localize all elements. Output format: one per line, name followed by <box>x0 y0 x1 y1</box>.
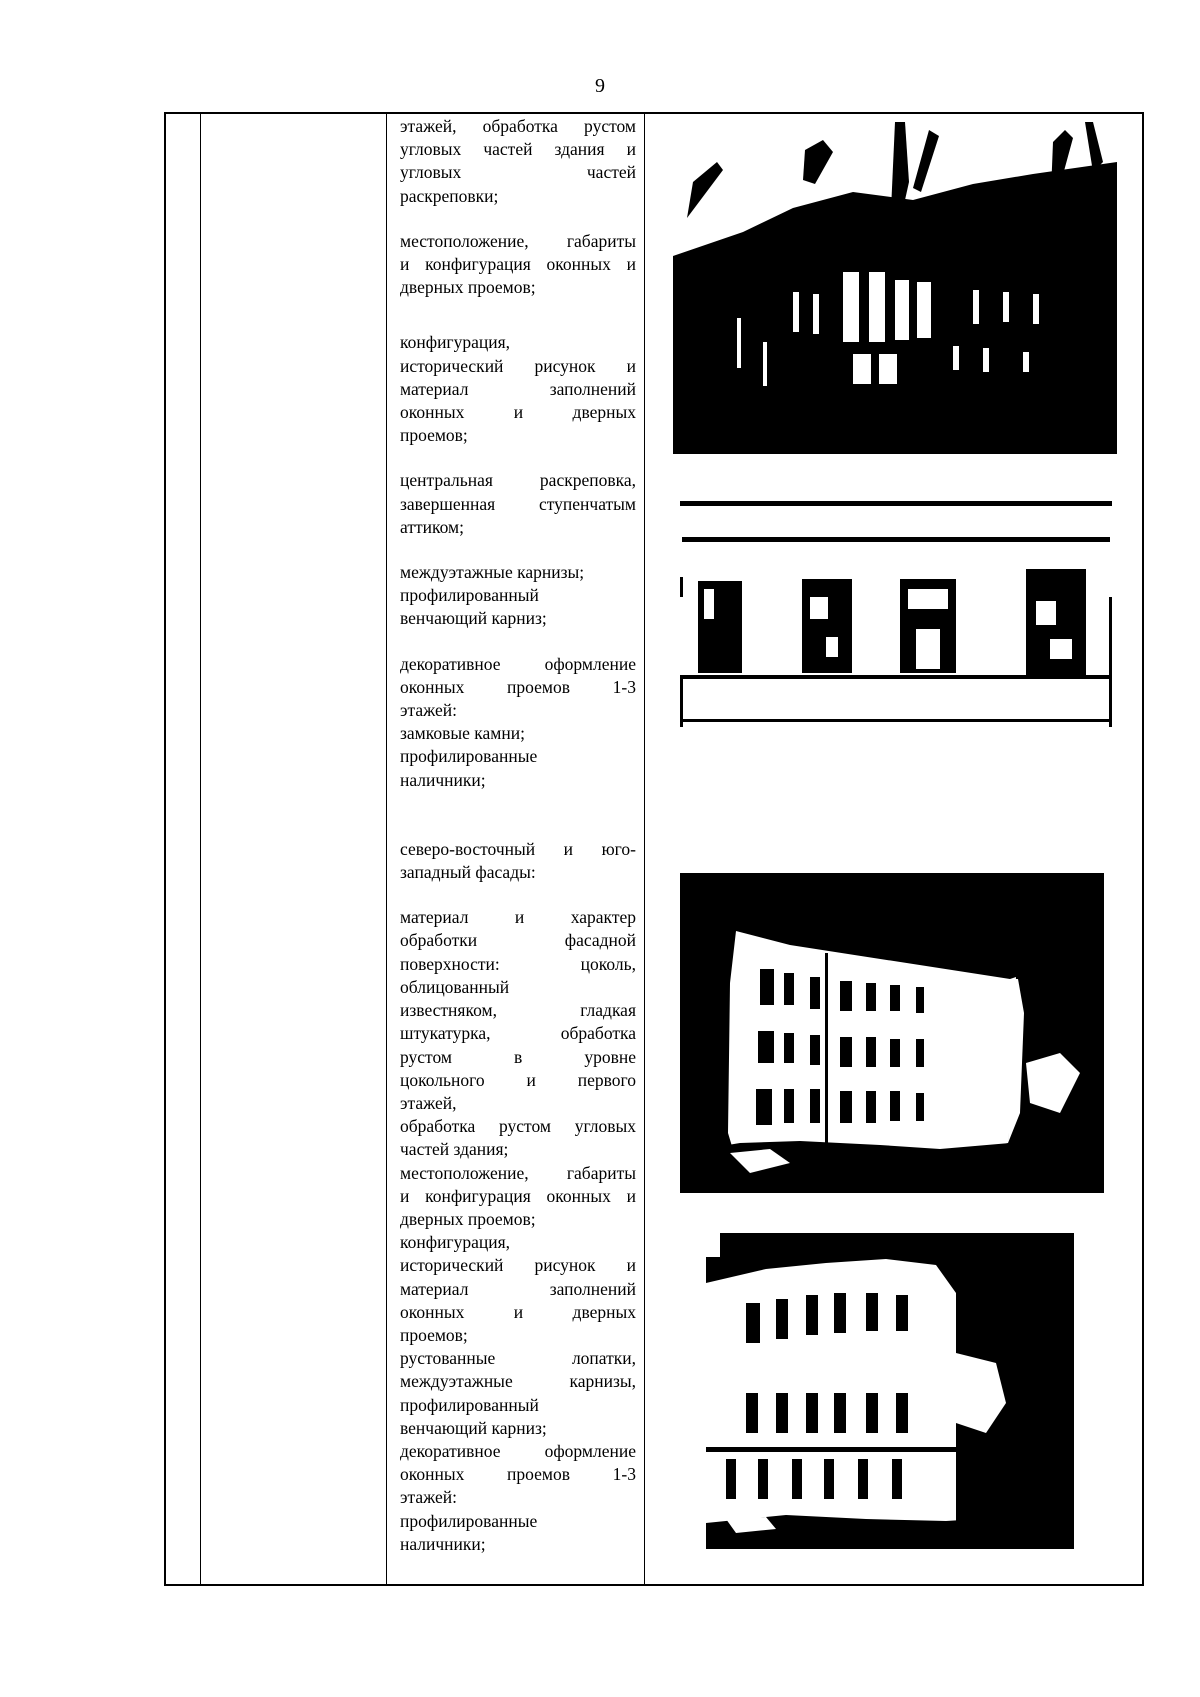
text-line: проемов; <box>400 425 468 446</box>
text-line: декоративное оформление <box>400 1440 636 1461</box>
text-block-7 <box>400 838 636 884</box>
text-line: материал заполнений <box>400 378 636 399</box>
text-line: рустом в уровне <box>400 1046 636 1067</box>
text-line: декоративное оформление <box>400 653 636 674</box>
text-line: венчающий карниз; <box>400 608 547 629</box>
text-line: оконных и дверных <box>400 1301 636 1322</box>
text-line: профилированный <box>400 585 539 606</box>
text-block-6 <box>400 653 636 792</box>
column-divider-1 <box>200 114 201 1584</box>
text-line: этажей: <box>400 700 457 721</box>
text-line: местоположение, габариты <box>400 1162 636 1183</box>
text-line: исторический рисунок и <box>400 355 636 376</box>
text-line: частей здания; <box>400 1139 509 1160</box>
text-line: проемов; <box>400 1324 468 1345</box>
text-line: обработки фасадной <box>400 930 636 951</box>
text-line: известняком, гладкая <box>400 1000 636 1021</box>
text-line: междуэтажные карнизы; <box>400 562 585 583</box>
text-line: венчающий карниз; <box>400 1417 547 1438</box>
building-street-photo <box>706 1233 1074 1549</box>
building-facade-photo <box>673 122 1117 454</box>
text-line: местоположение, габариты <box>400 230 636 251</box>
text-line: центральная раскреповка, <box>400 470 636 491</box>
text-line: завершенная ступенчатым <box>400 493 636 514</box>
text-line: междуэтажные карнизы, <box>400 1371 636 1392</box>
text-line: угловых частей здания и <box>400 139 636 160</box>
window-detail-photo <box>680 497 1112 729</box>
text-block-1 <box>400 115 636 208</box>
text-line: дверных проемов; <box>400 1208 536 1229</box>
text-line: штукатурка, обработка <box>400 1023 636 1044</box>
page-number: 9 <box>595 75 605 97</box>
text-line: конфигурация, <box>400 332 511 353</box>
text-line: аттиком; <box>400 516 464 537</box>
text-line: этажей: <box>400 1487 457 1508</box>
column-divider-3 <box>644 114 645 1584</box>
text-line: западный фасады: <box>400 862 536 883</box>
text-line: профилированный <box>400 1394 539 1415</box>
text-line: рустованные лопатки, <box>400 1348 636 1369</box>
column-divider-2 <box>386 114 387 1584</box>
text-line: материал заполнений <box>400 1278 636 1299</box>
description-column <box>400 115 636 1556</box>
text-line: северо-восточный и юго- <box>400 838 636 859</box>
text-block-5 <box>400 561 636 631</box>
text-block-4 <box>400 469 636 539</box>
text-line: дверных проемов; <box>400 277 536 298</box>
text-line: угловых частей <box>400 162 636 183</box>
text-line: замковые камни; <box>400 723 525 744</box>
text-block-3 <box>400 331 636 447</box>
text-line: исторический рисунок и <box>400 1255 636 1276</box>
text-line: профилированные <box>400 1510 538 1531</box>
text-line: материал и характер <box>400 907 636 928</box>
text-line: обработка рустом угловых <box>400 1116 636 1137</box>
text-line: этажей, обработка рустом <box>400 116 636 136</box>
text-line: наличники; <box>400 769 486 790</box>
text-line: оконных проемов 1-3 <box>400 1464 636 1485</box>
text-line: цокольного и первого <box>400 1069 636 1090</box>
text-line: наличники; <box>400 1533 486 1554</box>
text-line: раскреповки; <box>400 185 499 206</box>
text-line: конфигурация, <box>400 1232 511 1253</box>
building-corner-photo <box>680 873 1104 1193</box>
text-block-2 <box>400 230 636 300</box>
text-block-8 <box>400 906 636 1556</box>
text-line: облицованный <box>400 976 510 997</box>
text-line: оконных и дверных <box>400 402 636 423</box>
text-line: оконных проемов 1-3 <box>400 676 636 697</box>
text-line: профилированные <box>400 746 538 767</box>
text-line: и конфигурация оконных и <box>400 254 636 275</box>
text-line: этажей, <box>400 1092 457 1113</box>
text-line: поверхности: цоколь, <box>400 953 636 974</box>
text-line: и конфигурация оконных и <box>400 1185 636 1206</box>
